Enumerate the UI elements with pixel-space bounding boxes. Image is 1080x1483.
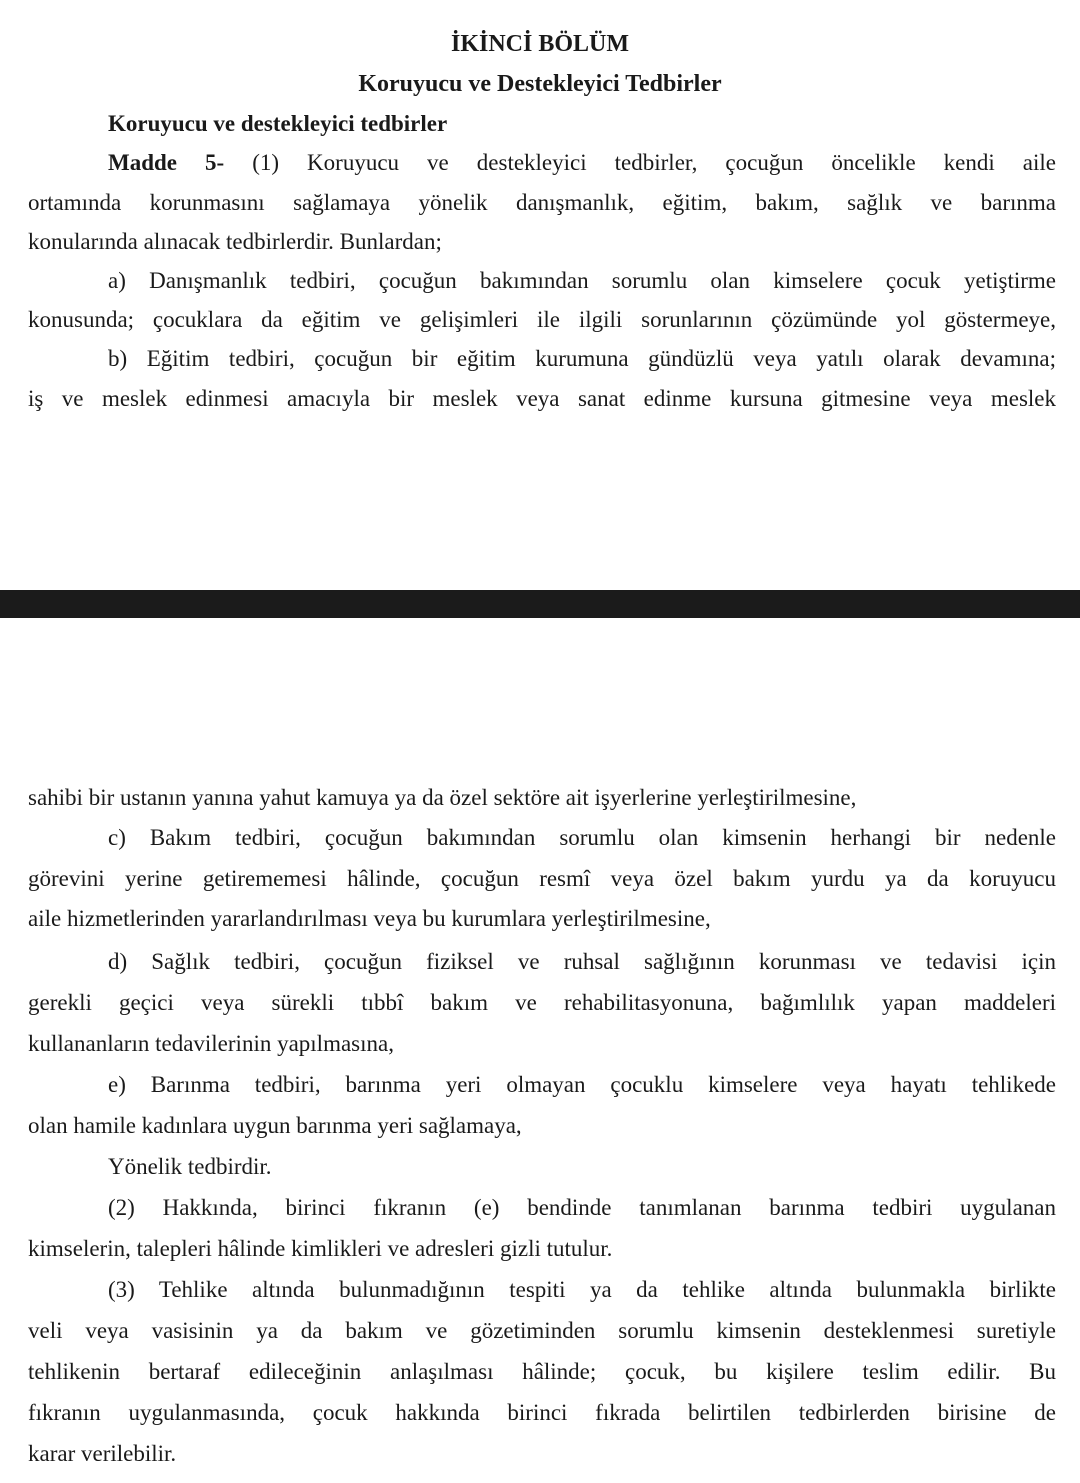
paragraph-line: olan hamile kadınlara uygun barınma yeri sağlamaya, — [28, 1113, 522, 1138]
paragraph-line: (2) Hakkında, birinci fıkranın (e) bendinde tanımlanan barınma tedbiri uygulanan — [108, 1195, 1056, 1220]
paragraph-line: a) Danışmanlık tedbiri, çocuğun bakımından sorumlu olan kimselere çocuk yetiştirme — [108, 268, 1056, 293]
screenshot-divider-bar — [0, 590, 1080, 618]
document-page-bottom — [0, 618, 1080, 1483]
paragraph-line: kullananların tedavilerinin yapılmasına, — [28, 1031, 394, 1056]
paragraph-line: karar verilebilir. — [28, 1441, 177, 1466]
paragraph-line: konusunda; çocuklara da eğitim ve gelişimleri ile ilgili sorunlarının çözümünde yol göstermeye, — [28, 307, 1056, 332]
paragraph-line: sahibi bir ustanın yanına yahut kamuya ya da özel sektöre ait işyerlerine yerleştirilmesine, — [28, 785, 857, 810]
paragraph-line: aile hizmetlerinden yararlandırılması veya bu kurumlara yerleştirilmesine, — [28, 906, 711, 931]
paragraph-line: konularında alınacak tedbirlerdir. Bunlardan; — [28, 229, 442, 254]
paragraph-line: c) Bakım tedbiri, çocuğun bakımından sorumlu olan kimsenin herhangi bir nedenle — [108, 825, 1056, 850]
part-subtitle: Koruyucu ve Destekleyici Tedbirler — [358, 71, 722, 97]
paragraph-line: Yönelik tedbirdir. — [108, 1154, 272, 1179]
paragraph-line: ortamında korunmasını sağlamaya yönelik danışmanlık, eğitim, bakım, sağlık ve barınma — [28, 190, 1056, 215]
paragraph-line: iş ve meslek edinmesi amacıyla bir meslek veya sanat edinme kursuna gitmesine veya meslek — [28, 386, 1056, 411]
paragraph-line: kimselerin, talepleri hâlinde kimlikleri ve adresleri gizli tutulur. — [28, 1236, 613, 1261]
paragraph-line: fıkranın uygulanmasında, çocuk hakkında birinci fıkrada belirtilen tedbirlerden birisine de — [28, 1400, 1056, 1425]
paragraph-line: tehlikenin bertaraf edileceğinin anlaşılması hâlinde; çocuk, bu kişilere teslim edilir. Bu — [28, 1359, 1056, 1384]
paragraph-line: b) Eğitim tedbiri, çocuğun bir eğitim kurumuna gündüzlü veya yatılı olarak devamına; — [108, 346, 1056, 371]
paragraph-line: gerekli geçici veya sürekli tıbbî bakım ve rehabilitasyonuna, bağımlılık yapan maddeleri — [28, 990, 1056, 1015]
paragraph-line — [108, 148, 1056, 178]
paragraph-line: e) Barınma tedbiri, barınma yeri olmayan çocuklu kimselere veya hayatı tehlikede — [108, 1072, 1056, 1097]
document-page-top — [0, 0, 1080, 590]
paragraph-line: görevini yerine getirememesi hâlinde, çocuğun resmî veya özel bakım yurdu ya da koruyucu — [28, 866, 1056, 891]
part-title: İKİNCİ BÖLÜM — [450, 31, 630, 57]
article-intro-text: (1) Koruyucu ve destekleyici tedbirler, çocuğun öncelikle kendi aile — [224, 150, 1056, 175]
article-label: Madde 5- — [108, 150, 225, 175]
paragraph-line: veli veya vasisinin ya da bakım ve gözetiminden sorumlu kimsenin desteklenmesi suretiyle — [28, 1318, 1056, 1343]
paragraph-line: d) Sağlık tedbiri, çocuğun fiziksel ve ruhsal sağlığının korunması ve tedavisi için — [108, 949, 1056, 974]
paragraph-line: (3) Tehlike altında bulunmadığının tespiti ya da tehlike altında bulunmakla birlikte — [108, 1277, 1056, 1302]
article-heading: Koruyucu ve destekleyici tedbirler — [108, 111, 448, 136]
